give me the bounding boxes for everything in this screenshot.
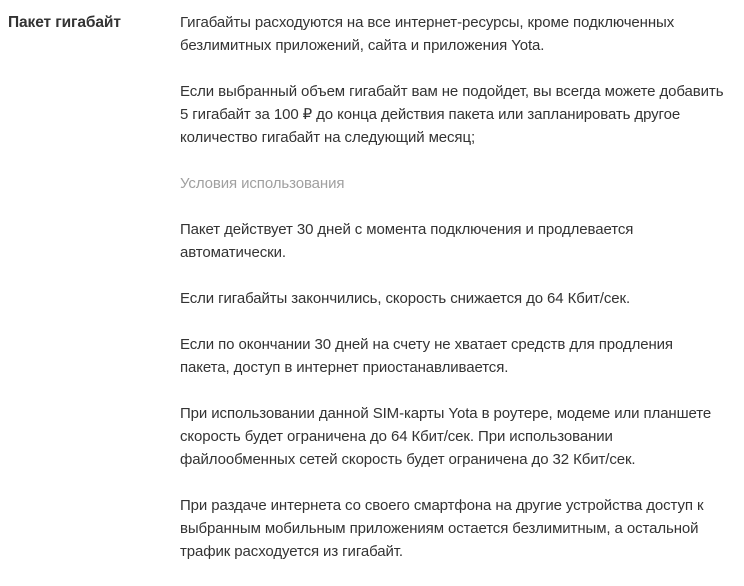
paragraph-add-gigabytes: Если выбранный объем гигабайт вам не подойдет, вы всегда можете добавить 5 гигабайт за 100 ₽ до конца действия пакета или запланировать другое количество гигабайт на следующий месяц; — [180, 83, 724, 146]
paragraph-insufficient-funds: Если по окончании 30 дней на счету не хватает средств для продления пакета, доступ в интернет приостанавливается. — [180, 336, 673, 376]
paragraph-speed-after-gigabytes-end: Если гигабайты закончились, скорость снижается до 64 Кбит/сек. — [180, 290, 631, 307]
paragraph-sim-in-router-speed-limit: При использовании данной SIM-карты Yota в роутере, модеме или планшете скорость будет ограничена до 64 Кбит/сек. При использовании файлообменных сетей скорость будет ограничена до 32 Кбит/сек. — [180, 405, 712, 468]
paragraph-package-duration: Пакет действует 30 дней с момента подключения и продлевается автоматически. — [180, 221, 634, 261]
terms-of-use-heading: Условия использования — [180, 175, 345, 192]
paragraph-tethering-traffic: При раздаче интернета со своего смартфона на другие устройства доступ к выбранным мобильным приложениям остается безлимитным, а остальной трафик расходуется из гигабайт. — [180, 497, 704, 560]
paragraph-gigabytes-usage: Гигабайты расходуются на все интернет-ресурсы, кроме подключенных безлимитных приложений, сайта и приложения Yota. — [180, 14, 675, 54]
row-title: Пакет гигабайт — [8, 14, 121, 31]
row-title-column — [8, 11, 180, 34]
row-description-column — [180, 11, 724, 586]
